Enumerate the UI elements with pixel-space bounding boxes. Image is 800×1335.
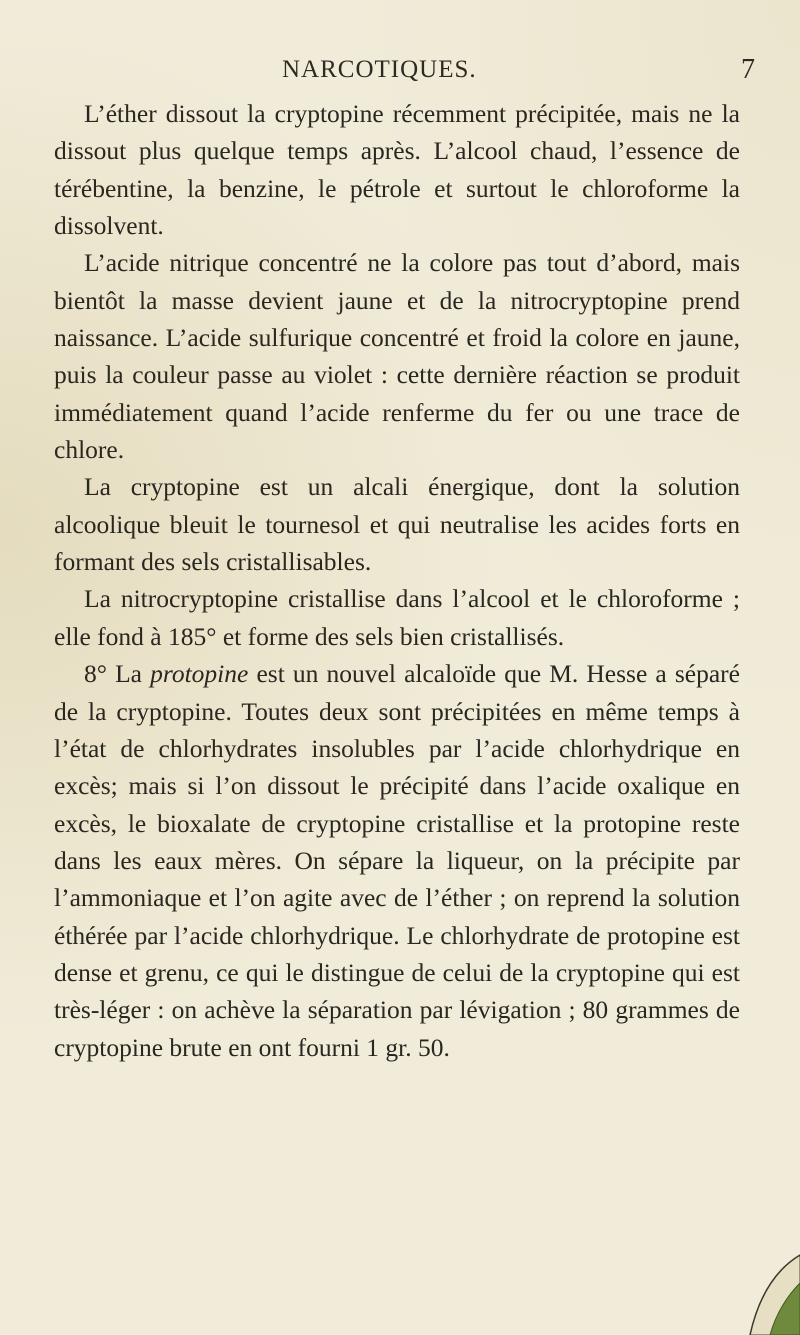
protopine-term: protopine: [150, 659, 249, 689]
protopine-intro: 8° La: [84, 659, 151, 689]
page-curl-corner: [710, 1245, 800, 1335]
running-head: [0, 56, 800, 86]
paragraph-nitrocryptopine: La nitrocryptopine cristallise dans l’alcool et le chloroforme ; elle fond à 185° et forme des sels bien cristallisés.: [54, 584, 740, 651]
page-number: 7: [741, 54, 755, 85]
paragraph-ether-solubility: L’éther dissout la cryptopine récemment précipitée, mais ne la dissout plus quelque temps après. L’alcool chaud, l’essence de térébentine, la benzine, le pétrole et surtout le chloroforme la dissolvent.: [54, 99, 740, 241]
paragraph-protopine: [54, 655, 740, 1066]
running-title: NARCOTIQUES.: [282, 56, 477, 83]
protopine-description: est un nouvel alcaloïde que M. Hesse a séparé de la cryptopine. Toutes deux sont précipitées en même temps à l’état de chlorhydrates insolubles par l’acide chlorhydrique en excès; mais si l’on dissout le précipité dans l’acide oxalique en excès, le bioxalate de cryptopine cristallise et la protopine reste dans les eaux mères. On sépare la liqueur, on la précipite par l’ammoniaque et l’on agite avec de l’éther ; on reprend la solution éthérée par l’acide chlorhydrique. Le chlorhydrate de protopine est dense et grenu, ce qui le distingue de celui de la cryptopine qui est très-léger : on achève la séparation par lévigation ; 80 grammes de cryptopine brute en ont fourni 1 gr. 50.: [54, 659, 740, 1062]
body-text: [54, 95, 740, 1066]
paragraph-acid-reactions: L’acide nitrique concentré ne la colore pas tout d’abord, mais bientôt la masse devient jaune et de la nitrocryptopine prend naissance. L’acide sulfurique concentré et froid la colore en jaune, puis la couleur passe au violet : cette dernière réaction se produit immédiatement quand l’acide renferme du fer ou une trace de chlore.: [54, 248, 740, 465]
page-curl-graphic: [710, 1245, 800, 1335]
paragraph-alkali-properties: La cryptopine est un alcali énergique, dont la solution alcoolique bleuit le tournesol et qui neutralise les acides forts en formant des sels cristallisables.: [54, 472, 740, 577]
